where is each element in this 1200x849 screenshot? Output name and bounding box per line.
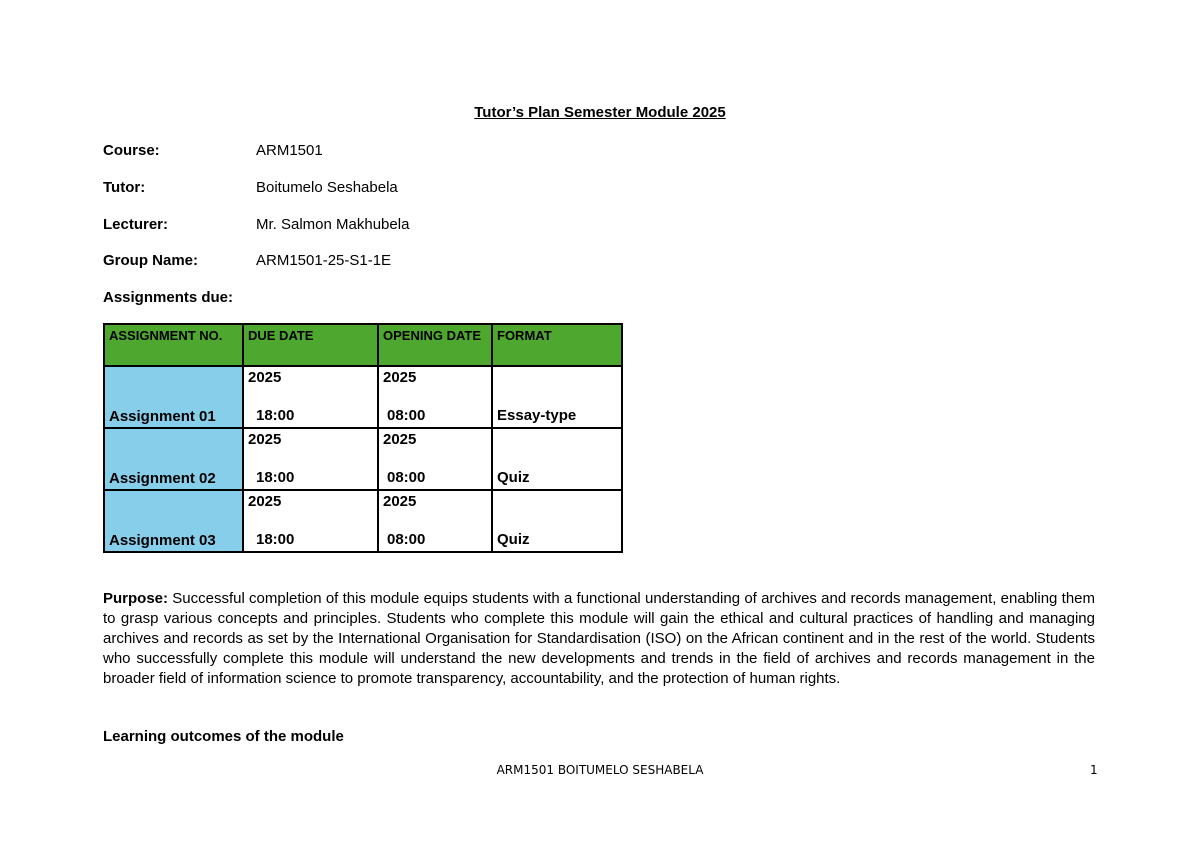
open-year: 2025: [383, 431, 417, 448]
info-value: Boitumelo Seshabela: [256, 179, 398, 196]
purpose-label: Purpose:: [103, 590, 169, 607]
info-value: ARM1501-25-S1-1E: [256, 252, 392, 269]
format-value: Quiz: [497, 531, 530, 548]
due-year: 2025: [248, 493, 282, 510]
info-label: Lecturer:: [103, 216, 169, 233]
due-date-cell: [243, 366, 378, 428]
info-label: Group Name:: [103, 252, 199, 269]
due-date-cell: [243, 490, 378, 552]
assignment-name: Assignment 02: [104, 428, 243, 490]
header-format: FORMAT: [492, 324, 622, 366]
format-value: Quiz: [497, 469, 530, 486]
due-time: 18:00: [256, 469, 295, 486]
open-year: 2025: [383, 493, 417, 510]
due-year: 2025: [248, 369, 282, 386]
open-year: 2025: [383, 369, 417, 386]
header-assignment-no: ASSIGNMENT NO.: [104, 324, 243, 366]
table-row: [104, 366, 622, 428]
info-value: Mr. Salmon Makhubela: [256, 216, 410, 233]
assignments-heading: Assignments due:: [103, 289, 234, 306]
due-date-cell: [243, 428, 378, 490]
opening-date-cell: [378, 366, 492, 428]
header-due-date: DUE DATE: [243, 324, 378, 366]
page-number: 1: [1090, 763, 1098, 777]
info-label: Tutor:: [103, 179, 146, 196]
assignment-name: Assignment 03: [104, 490, 243, 552]
open-time: 08:00: [387, 469, 426, 486]
opening-date-cell: [378, 428, 492, 490]
table-header-row: [104, 324, 622, 366]
opening-date-cell: [378, 490, 492, 552]
page-title: Tutor’s Plan Semester Module 2025: [474, 104, 726, 121]
info-label: Course:: [103, 142, 160, 159]
due-time: 18:00: [256, 407, 295, 424]
format-cell: [492, 428, 622, 490]
format-cell: [492, 490, 622, 552]
learning-outcomes-heading: Learning outcomes of the module: [103, 728, 344, 745]
purpose-text: Successful completion of this module equips students with a functional understanding of archives and records management, enabling them to grasp various concepts and principles. Students who complete this module will gain the ethical and cultural practices of handling and managing archives and records as set by the International Organisation for Standardisation (ISO) on the African continent and in the rest of the world. Students who successfully complete this module will understand the new developments and trends in the field of archives and records management in the broader field of information science to promote transparency, accountability, and the protection of human rights.: [103, 590, 1095, 687]
format-value: Essay-type: [497, 407, 577, 424]
header-opening-date: OPENING DATE: [378, 324, 492, 366]
info-value: ARM1501: [256, 142, 323, 159]
due-time: 18:00: [256, 531, 295, 548]
table-row: [104, 490, 622, 552]
assignments-table: [103, 323, 623, 553]
open-time: 08:00: [387, 531, 426, 548]
assignment-name: Assignment 01: [104, 366, 243, 428]
open-time: 08:00: [387, 407, 426, 424]
footer-text: ARM1501 BOITUMELO SESHABELA: [496, 763, 704, 777]
due-year: 2025: [248, 431, 282, 448]
purpose-paragraph: [103, 589, 1095, 689]
table-row: [104, 428, 622, 490]
format-cell: [492, 366, 622, 428]
